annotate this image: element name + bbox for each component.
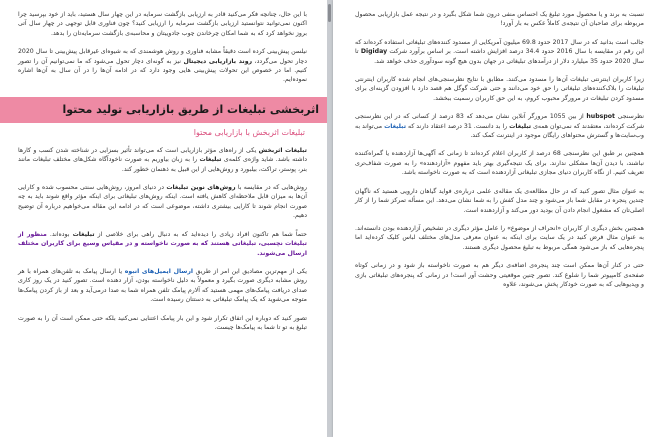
scrollbar-thumb[interactable] <box>328 4 331 22</box>
paragraph-text: در دنیای امروز، روش‌هایی سنتی محسوب شده و کارایی آن‌ها به میزان قابل ملاحظه‌ای کاهش یافته است. اینکه روش‌های تبلیغاتی برای اینکه مؤثر واقع شوند باید به چه صورت انجام شوند تا کارایی بیشتری داشته، موضوعی است که در ادامه این مقاله می‌خواهیم درباره آن توضیح دهیم. <box>18 184 307 220</box>
section-heading: اثربخشی تبلیغات از طریق بازاریابی تولید محتوا <box>0 97 327 123</box>
paragraph-text: بوده‌اند. <box>49 230 70 238</box>
paragraph <box>18 183 307 221</box>
paragraph-text: تا سال 2020 حدود 35 میلیارد دلار از درآمدهای تبلیغاتی در جهان بدون هیچ گونه سودآوری حذف خواهد شد. <box>355 48 644 65</box>
keyword-bold: تبلیغات اثربخش <box>258 146 307 154</box>
paragraph: همچنین بر طبق این نظرسنجی 68 درصد از کاربران اعلام کرده‌اند تا زمانی که آگهی‌ها آزاردهنده یا گمراه‌کننده نباشند، با دیدن آن‌ها مشکلی ندارند. برای یک نتیجه‌گیری بهتر باید مفهوم «آزاردهنده» را به صورت شفاف‌تری تعریف کنیم. از نگاه کاربران دنیای مجازی تبلیغاتی آزاردهنده است که به صورت ناخواسته باشد. <box>355 150 644 177</box>
paragraph-text: یا ارسال پیامک به تلفن‌های همراه با هر روش مشابه دیگری صورت بگیرد و معمولاً به دلیل ناخواسته بودن، آزار دهنده است. تصور کنید در یک روز کاری صدای دریافت پیامک‌های مهمی هستید که آلارم پیامک تلفن همراه شما به صدا درمی‌آید و بعد از باز کردن پیامک‌ها متوجه می‌شوید که یک پیامک تبلیغاتی به دستتان رسیده است. <box>18 267 307 304</box>
paragraph-text: نظرسنجی <box>617 113 644 121</box>
paragraph: به عنوان مثال تصور کنید که در حال مطالعه‌ی یک مقاله‌ی علمی درباره‌ی فواید گیاهان دارویی هستید که ناگهان چندین پنجره در مقابل شما باز می‌شود و چند مدل کفش را به شما نشان می‌دهد. این مسأله تمرکز شما را از کار اصلی‌تان که مشغول انجام دادن آن بودید دور می‌کند و آزاردهنده است. <box>355 187 644 214</box>
document-page-right <box>333 0 660 437</box>
paragraph: با این حال، چنانچه فکر می‌کنید قادر به ارزیابی بازگشت سرمایه در این چهار سال هستید، باید از خود بپرسید چرا اکنون نمی‌توانید نتوانستید ارزیابی بازگشت سرمایه را ارزیابی کنید؟ چون فناوری قابل توجهی در چهار سال آتی بروز نخواهد کرد که به شما امکان چرخاندن چوب جادوییتان و محاسبه‌ی بازگشت سرمایه‌تان را بدهد. <box>18 11 307 37</box>
keyword-bold: تبلیغات <box>199 156 222 164</box>
keyword-bold: Digiday <box>360 48 388 56</box>
paragraph-text: روش‌هایی که در مقایسه با <box>237 184 307 192</box>
keyword-link[interactable]: ارسال ایمیل‌های انبوه <box>124 267 194 275</box>
paragraph: حتی در کنار آن‌ها ممکن است چند پنجره‌ی اضافه‌ی دیگر هم به صورت ناخواسته باز شود و در زمانی کوتاه صفحه‌ی کامپیوتر شما را شلوغ کند. تصور چنین موقعیتی وحشت آور است! در زمانی که پنجره‌های تبلیغاتی بازی و ویدیوهایی که به صورت خودکار پخش می‌شوند، علاوه <box>355 262 644 288</box>
paragraph-text: یکی از مهم‌ترین مصادیق این امر از طریق <box>195 267 307 275</box>
paragraph: زیرا کاربران اینترنتی تبلیغات آن‌ها را مسدود می‌کنند. مطابق با نتایج نظرسنجی‌های انجام شده کاربران اینترنتی تبلیغات را بلاک‌کننده‌های تبلیغاتی را حق خود می‌دانند و حتی شرکت گوگل هم قصد دارد با افزودن گزینه‌ای برای مسدود کردن تبلیغات در مرورگر محبوب کروم، به این حق کاربران رسمیت ببخشد. <box>355 76 644 102</box>
paragraph-text: یکی از راه‌های مؤثر بازاریابی است که می‌تواند تأثیر بسزایی در شناخته شدن کسب و کارها داشته باشد. شاید واژه‌ی کلمه‌ی <box>18 146 308 164</box>
paragraph-text: حتماً شما هم تاکنون افراد زیادی را دیده‌اید که به دنبال راهی برای خلاصی از <box>97 230 308 238</box>
paragraph <box>355 112 644 140</box>
paragraph <box>18 267 307 305</box>
keyword-bold: تبلیغات <box>509 122 532 130</box>
paragraph-text: نیلسن پیش‌بینی کرده است دقیقاً مشابه فناوری و روش هوشمندی که به شیوه‌ای غیرقابل پیش‌بینی تا سال 2020 دچار تحول می‌گردد، <box>18 48 307 65</box>
paragraph-text: را بد دانست. 31 درصد اعتقاد دارند که <box>408 122 508 130</box>
paragraph-text: جالب است بدانید که در سال 2017 حدود 69.8 میلیون آمریکایی از مسدود کننده‌های تبلیغاتی استفاده کرده‌اند که این رقم در مقایسه با سال 2016 حدود 34.4 درصد افزایش داشته است. بر اساس برآورد شرکت <box>355 38 645 56</box>
keyword-link[interactable]: تبلیغات <box>384 122 407 130</box>
paragraph <box>18 230 307 258</box>
paragraph <box>18 47 307 85</box>
paragraph <box>18 146 307 174</box>
keyword-bold: روند بازاریابی دیجیتال <box>183 57 253 65</box>
paragraph-text: از بین 1055 مرورگر آنلاین نشان می‌دهد که 83 درصد از کسانی که در این نظرسنجی شرکت کرده‌اند، معتقدند که نمی‌توان همه‌ی <box>355 113 645 130</box>
paragraph: نسبت به برند و یا محصول مورد تبلیغ یک احساس منفی درون شما شکل بگیرد و در نتیجه عمل بازاریابی محصول مربوطه برای صاحبان آن نتیجه‌ی کاملاً عکس به بار آورد! <box>355 11 644 28</box>
paragraph-text: می‌تواند به وب‌سایت‌ها و گسترش محتواهای رایگان موجود در اینترنت کمک کند. <box>355 122 644 140</box>
keyword-link[interactable]: روش‌های نوین تبلیغات <box>166 184 236 192</box>
highlighted-sentence: منظور از تبلیغات نچسبی، تبلیغاتی هستند که به صورت ناخواسته و در مقیاس وسیع برای کاربران مختلف ارسال می‌شوند. <box>18 230 307 257</box>
paragraph <box>355 38 644 66</box>
paragraph: همچنین بخش دیگری از کاربران «انحراف از موضوع» را عامل مؤثر دیگری در تشخیص آزاردهنده بودن دانسته‌اند. به عنوان مثال فرض کنید در یک سایت برای اینکه به عنوان معرفی مدل‌های مختلف لباس کلیک کرده‌اید اما پنجره‌هایی که باز می‌شود همگی مربوط به تبلیغ محصول دیگری هستند. <box>355 224 644 251</box>
keyword-bold: تبلیغات <box>72 230 95 238</box>
section-subheading: تبلیغات اثربخش با بازاریابی محتوا <box>193 127 305 137</box>
paragraph: تصور کنید که دوباره این اتفاق تکرار شود و این بار پیامک اعتنایی نمی‌کنید بلکه حتی ممکن است آن را به صورت تبلیغ به تو تا شما به پیامک‌ها چیست. <box>18 314 307 331</box>
document-page-left <box>0 0 327 437</box>
paragraph-text: را به زبان بیاوریم به صورت ناخودآگاه شکل‌های مختلف تبلیغات مانند بنر، پوستر، تراکت، بیلبورد و روش‌هایی از این قبیل به ذهنمان خطور کند. <box>18 156 307 173</box>
paragraph-text: نیز به گونه‌ای دچار تحول می‌شود که ما نمی‌توانیم آن را تصور کنیم. اما در خصوص این تحولات پیش‌بینی هایی وجود دارد که در ادامه آن‌ها را در آن سال به آن‌ها اشاره نموده‌ایم. <box>18 57 307 84</box>
keyword-bold: hubspot <box>586 113 615 121</box>
